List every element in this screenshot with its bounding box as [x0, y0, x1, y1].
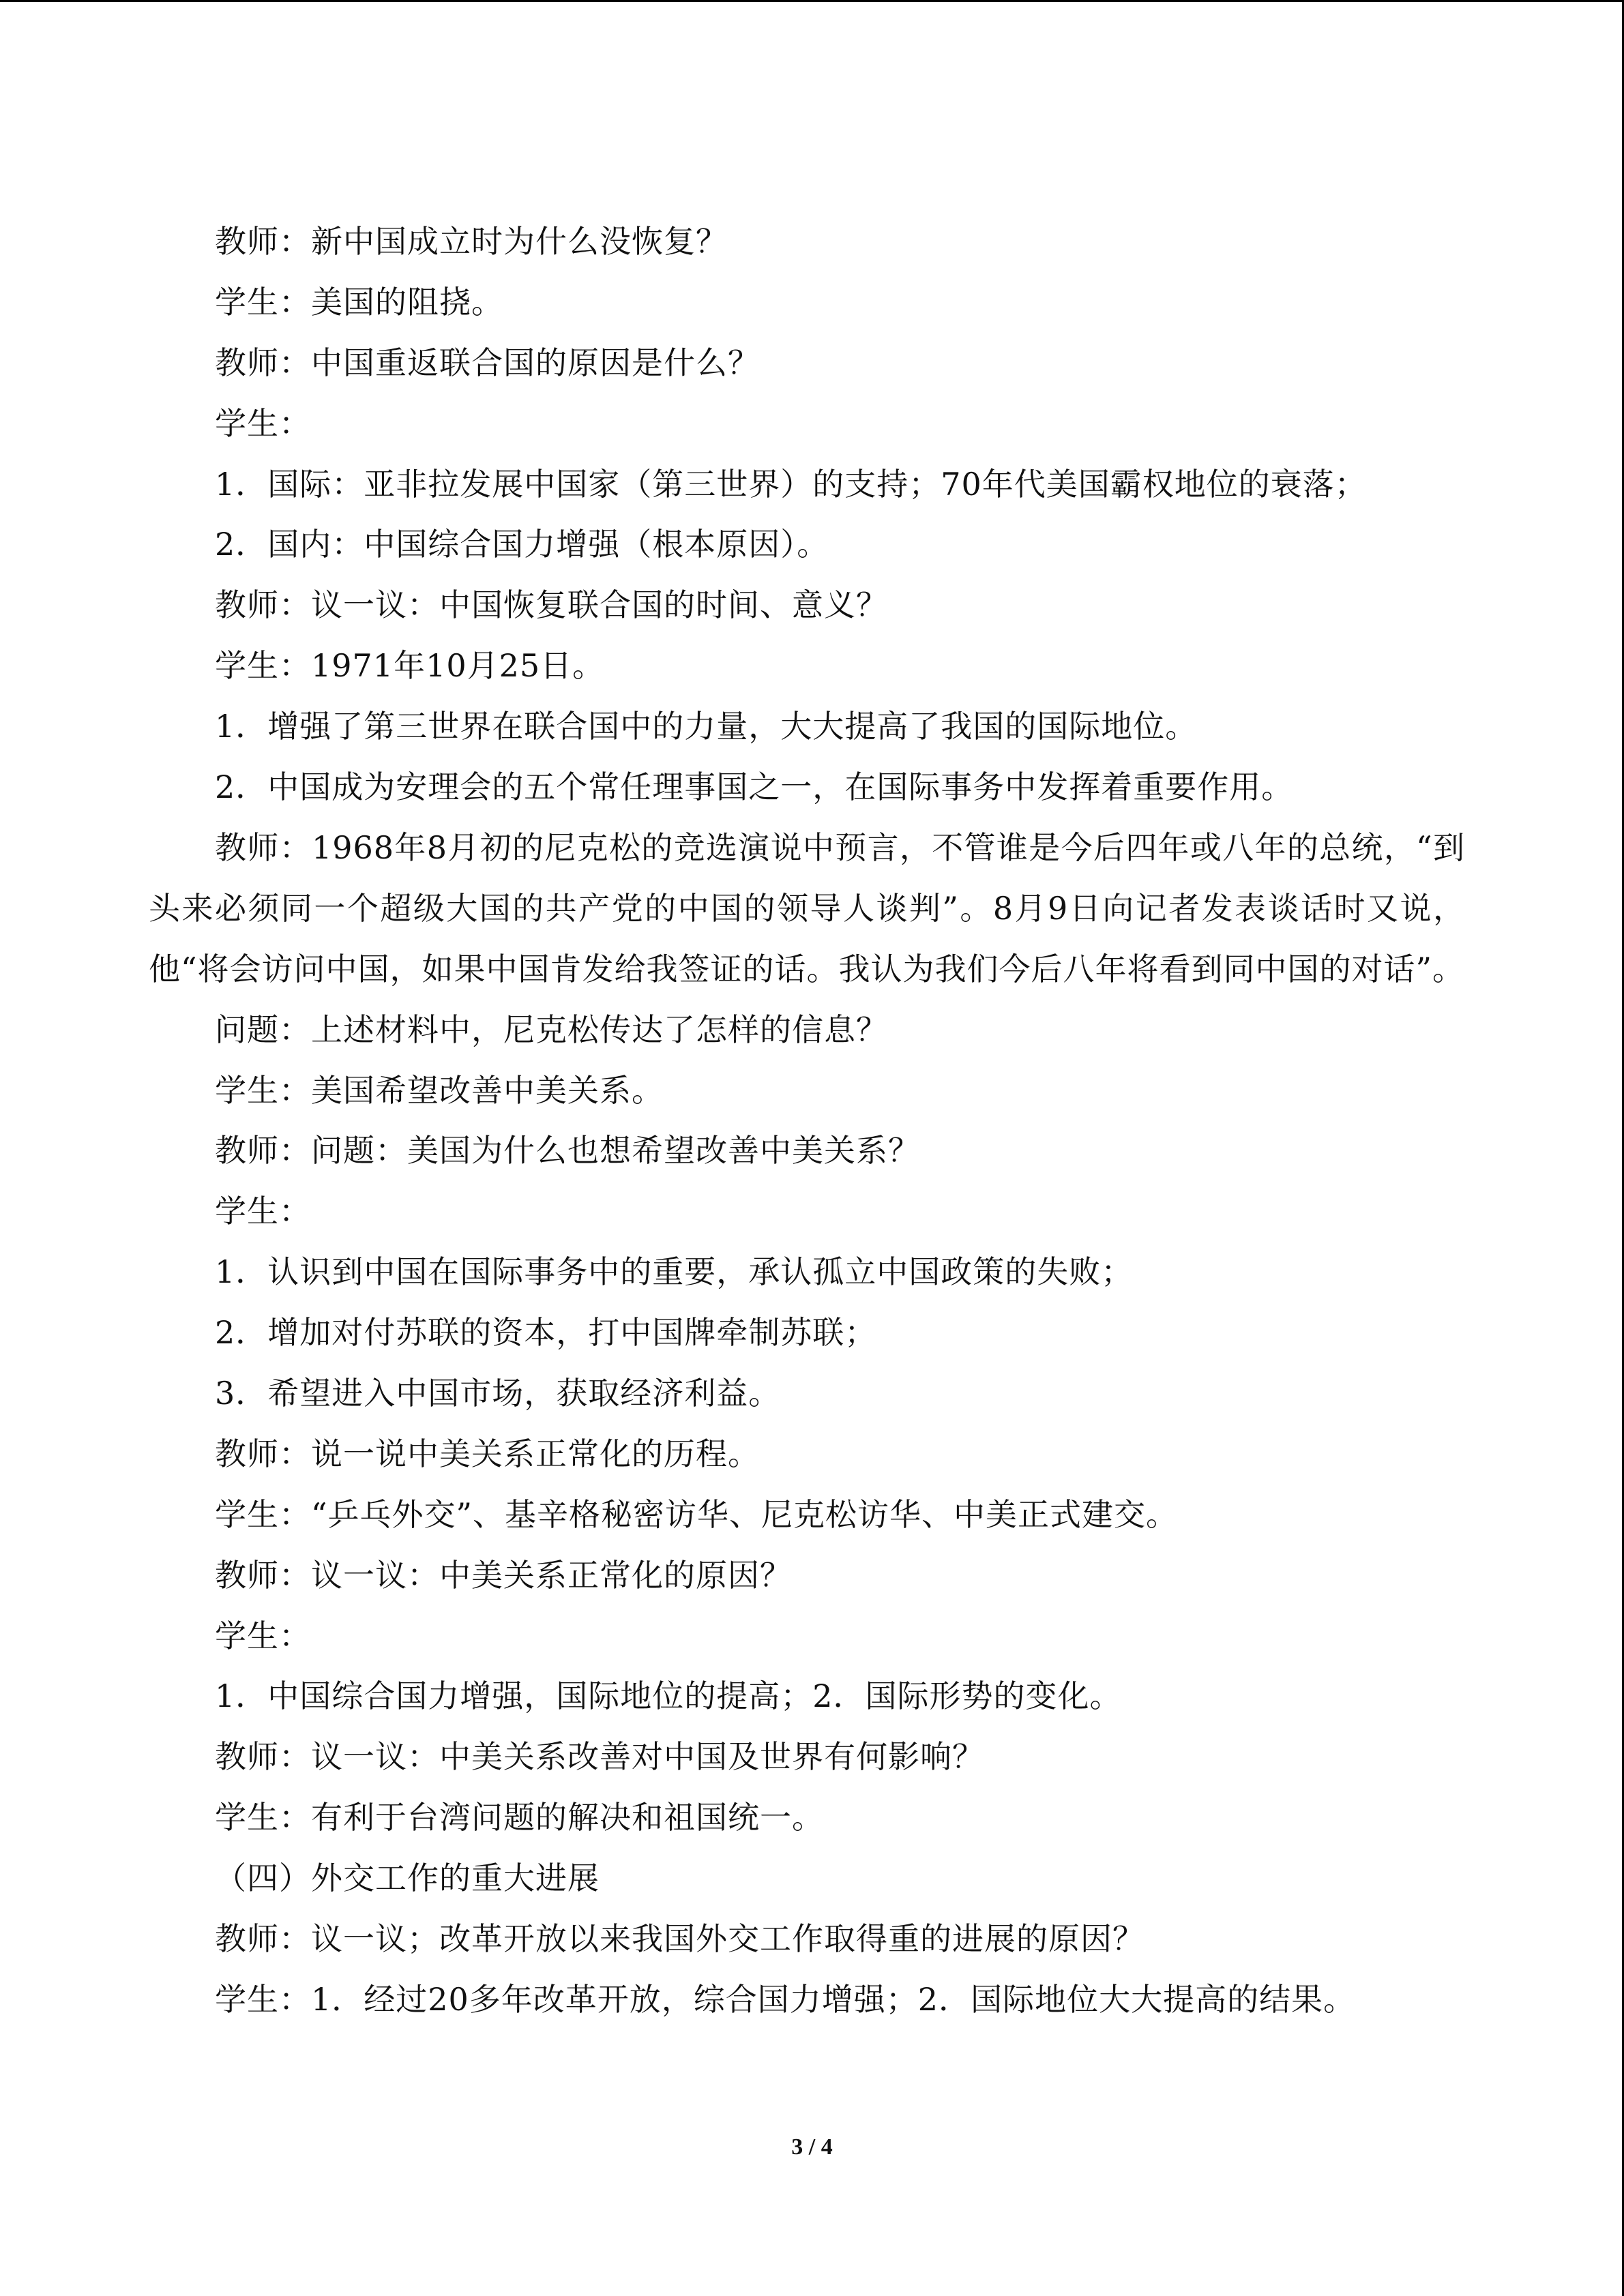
paragraph: 1．认识到中国在国际事务中的重要，承认孤立中国政策的失败；: [215, 1253, 1134, 1291]
paragraph: 1．国际：亚非拉发展中国家（第三世界）的支持；70年代美国霸权地位的衰落；: [215, 465, 1367, 503]
paragraph: 教师：议一议；改革开放以来我国外交工作取得重的进展的原因？: [215, 1920, 1145, 1957]
paragraph: 学生：1971年10月25日。: [215, 647, 605, 685]
paragraph: 2．中国成为安理会的五个常任理事国之一，在国际事务中发挥着重要作用。: [215, 769, 1294, 806]
paragraph: 学生：: [215, 1193, 311, 1230]
paragraph: 教师：新中国成立时为什么没恢复？: [215, 223, 728, 260]
paragraph: 1．中国综合国力增强，国际地位的提高；2．国际形势的变化。: [215, 1678, 1122, 1715]
paragraph: 学生：有利于台湾问题的解决和祖国统一。: [215, 1799, 824, 1836]
paragraph: （四）外交工作的重大进展: [215, 1860, 600, 1897]
page-body: [149, 211, 1465, 2030]
paragraph: 学生：: [215, 404, 311, 442]
paragraph: 教师：中国重返联合国的原因是什么？: [215, 344, 760, 381]
paragraph: 教师：议一议：中美关系改善对中国及世界有何影响？: [215, 1738, 984, 1776]
page-number: 3 / 4: [791, 2134, 833, 2160]
paragraph: 学生：美国的阻挠。: [215, 283, 503, 320]
paragraph: 教师：说一说中美关系正常化的历程。: [215, 1435, 760, 1472]
paragraph: 学生：: [215, 1617, 311, 1654]
paragraph: 教师：1968年8月初的尼克松的竞选演说中预言，不管谁是今后四年或八年的总统，“到头来必须同一个超级大国的共产党的中国的领导人谈判”。8月9日向记者发表谈话时又说，他“将会访问中国，如果中国肯发给我签证的话。我认为我们今后八年将看到同中国的对话”。: [149, 829, 1465, 987]
paragraph: 学生：美国希望改善中美关系。: [215, 1071, 664, 1109]
paragraph: 1．增强了第三世界在联合国中的力量，大大提高了我国的国际地位。: [215, 708, 1198, 745]
paragraph: 教师：议一议：中国恢复联合国的时间、意义？: [215, 586, 888, 624]
paragraph: 教师：问题：美国为什么也想希望改善中美关系？: [215, 1132, 920, 1169]
paragraph: 2．国内：中国综合国力增强（根本原因）。: [215, 526, 829, 563]
paragraph: 学生：1．经过20多年改革开放，综合国力增强；2．国际地位大大提高的结果。: [215, 1980, 1356, 2018]
page-top-border: [0, 0, 1624, 2]
paragraph: 2．增加对付苏联的资本，打中国牌牵制苏联；: [215, 1314, 877, 1352]
paragraph: 教师：议一议：中美关系正常化的原因？: [215, 1556, 792, 1594]
paragraph: 3．希望进入中国市场，获取经济利益。: [215, 1374, 781, 1412]
paragraph: 问题：上述材料中，尼克松传达了怎样的信息？: [215, 1011, 888, 1048]
paragraph: 学生：“乒乓外交”、基辛格秘密访华、尼克松访华、中美正式建交。: [215, 1495, 1179, 1533]
